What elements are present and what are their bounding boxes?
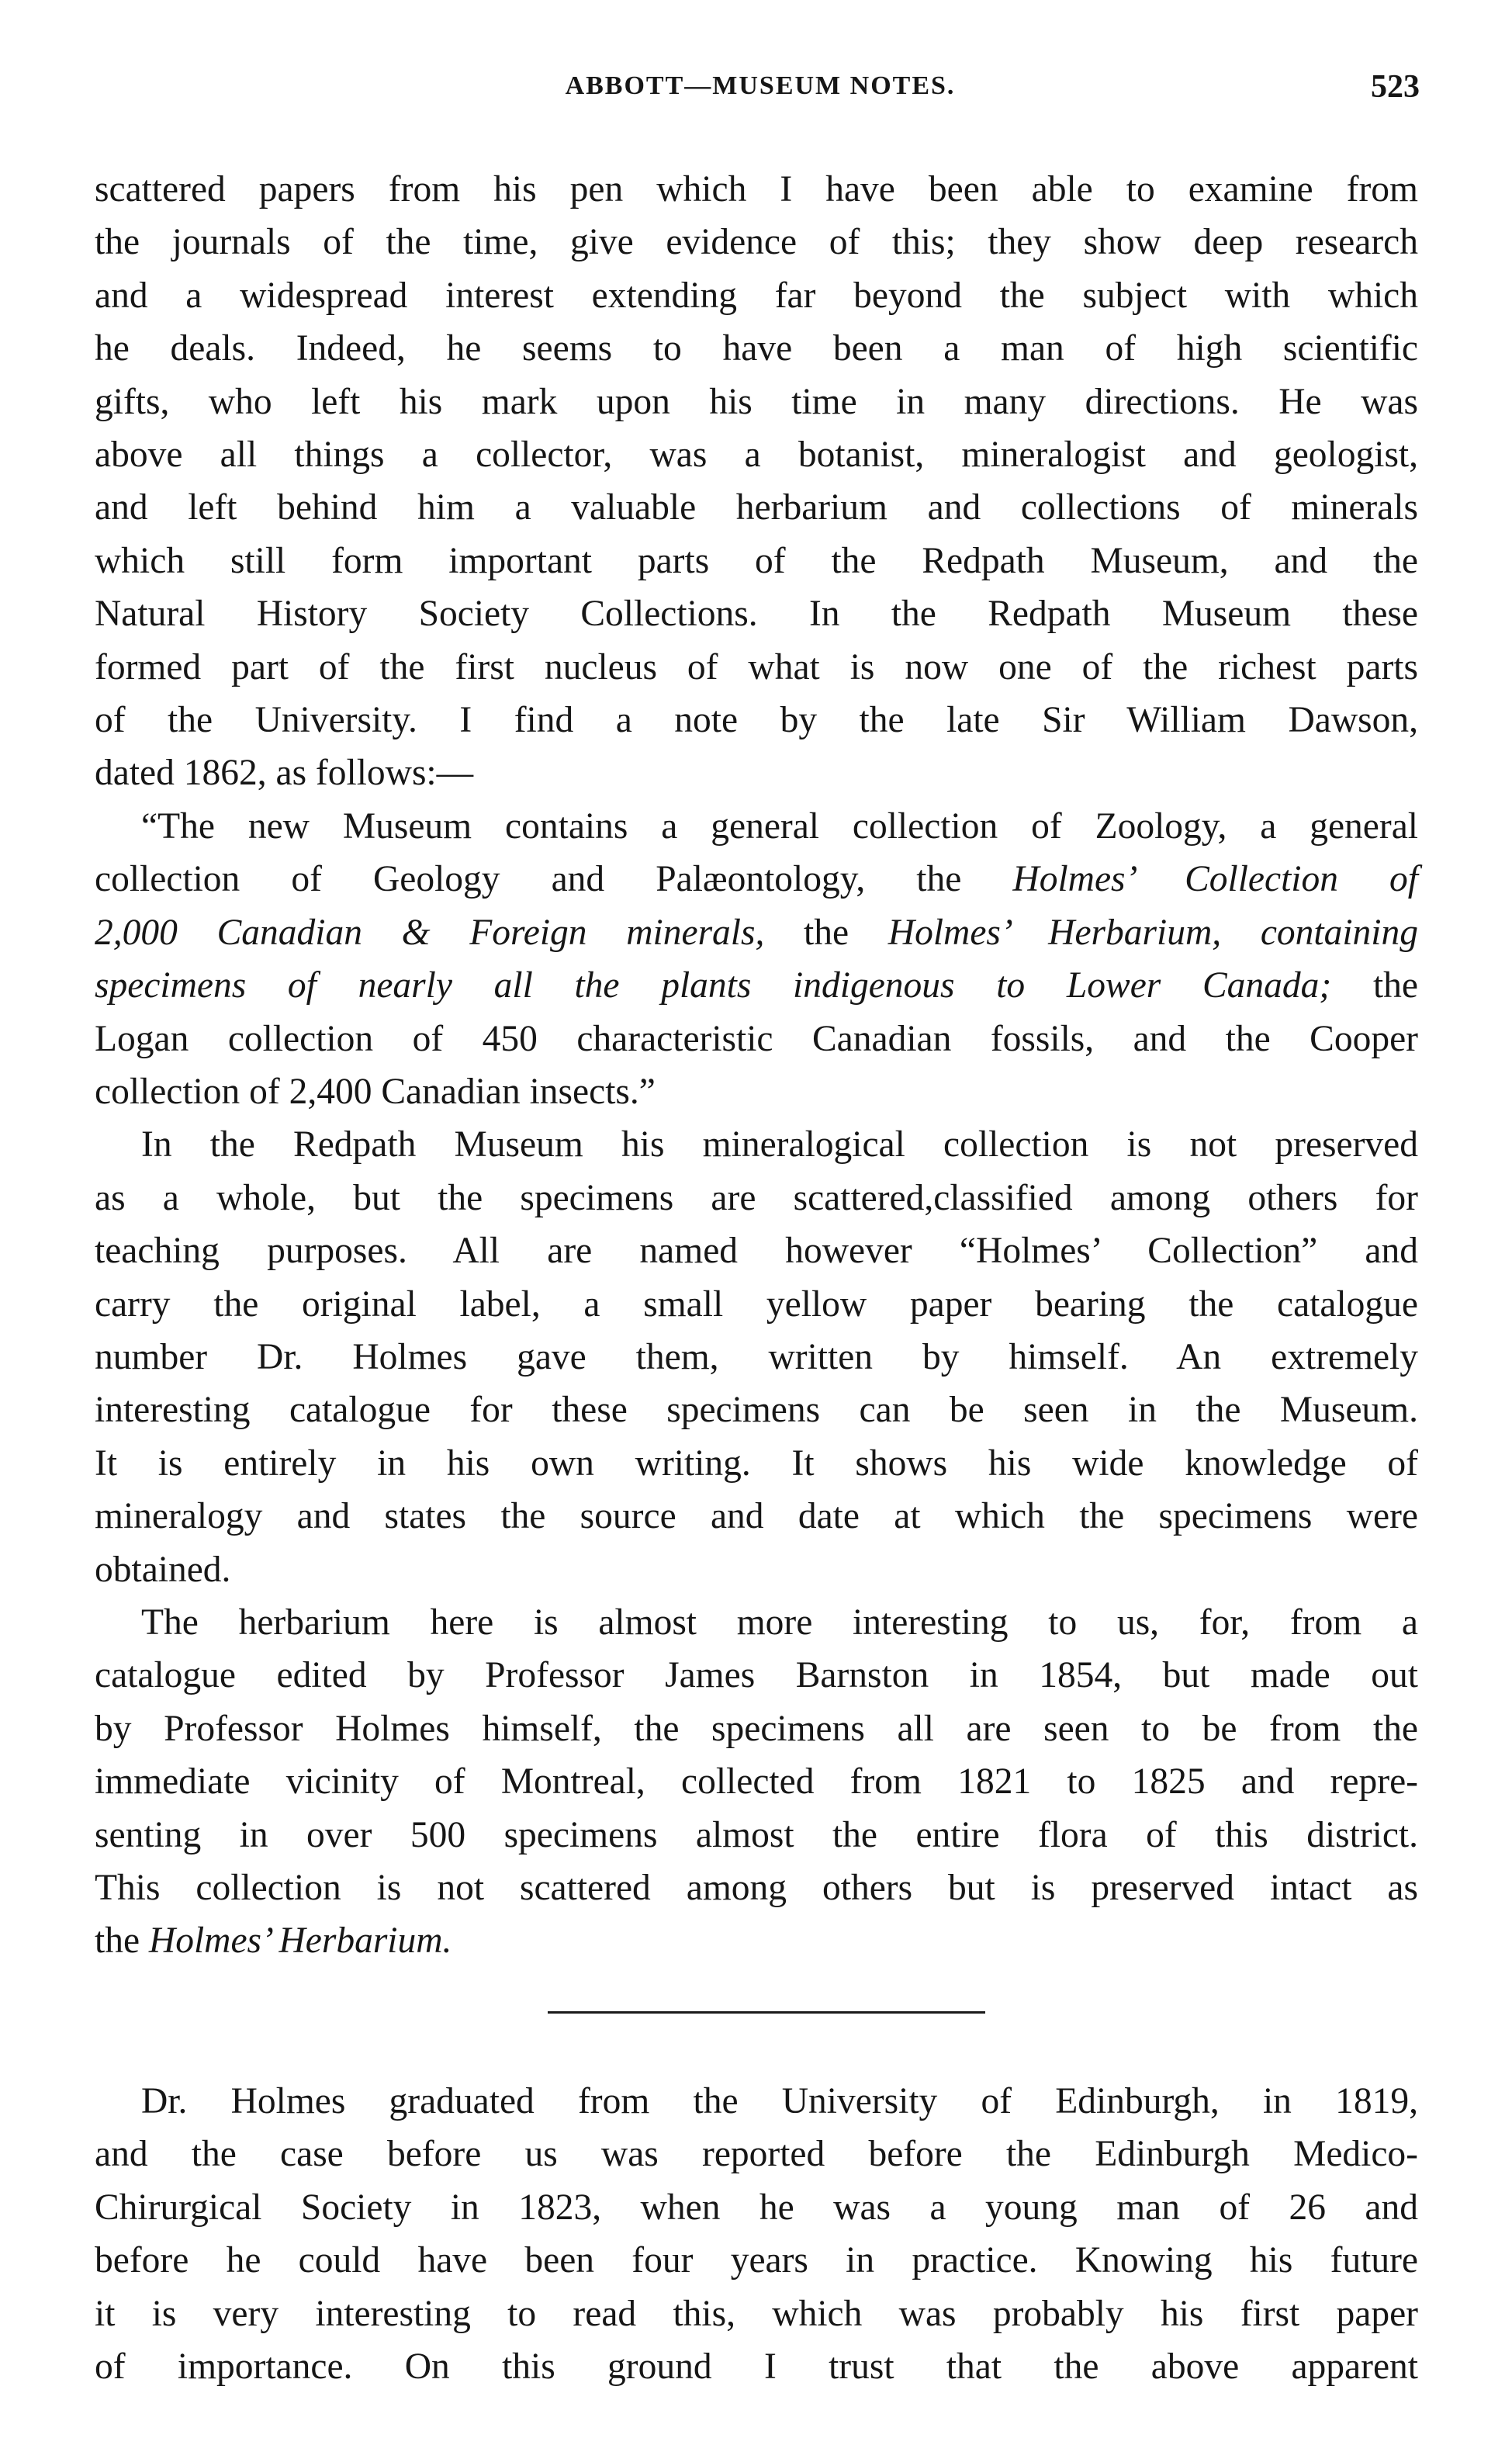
italic-run: Holmes’ Herbarium.	[148, 1920, 452, 1962]
text-run: the	[95, 1920, 149, 1962]
quote-line: collection of 2,400 Canadian insects.”	[95, 1071, 656, 1112]
body-text	[95, 163, 1418, 1968]
text-line: number Dr. Holmes gave them, written by himself. An extremely	[95, 1336, 1418, 1377]
text-line: This collection is not scattered among others but is preserved intact as	[95, 1868, 1418, 1908]
text-line: before he could have been four years in practice. Knowing his future	[95, 2240, 1418, 2281]
quote-italic: Holmes’ Collection of	[1012, 859, 1418, 900]
quote-line: Logan collection of 450 characteristic Canadian fossils, and the Cooper	[95, 1018, 1418, 1059]
text-line: and a widespread interest extending far beyond the subject with which	[95, 275, 1418, 316]
text-line: Natural History Society Collections. In the Redpath Museum these	[95, 594, 1418, 635]
text-line: interesting catalogue for these specimens can be seen in the Museum.	[95, 1390, 1418, 1431]
quote-text: collection of Geology and Palæontology, the	[95, 859, 1013, 900]
text-line: It is entirely in his own writing. It shows his wide knowledge of	[95, 1442, 1418, 1484]
page-header	[101, 71, 1420, 126]
text-line: The herbarium here is almost more interesting to us, for, from a	[141, 1602, 1418, 1643]
quote-line: “The new Museum contains a general collection of Zoology, a general	[141, 805, 1418, 847]
paragraph-3	[95, 1596, 1418, 1968]
running-title: ABBOTT—MUSEUM NOTES.	[565, 71, 956, 100]
text-line: teaching purposes. All are named however “Holmes’ Collection” and	[95, 1231, 1418, 1272]
paragraph-4	[95, 2075, 1418, 2393]
text-line: of the University. I find a note by the late Sir William Dawson,	[95, 700, 1418, 741]
text-line: senting in over 500 specimens almost the entire flora of this district.	[95, 1814, 1418, 1855]
paragraph-2	[95, 1118, 1418, 1596]
text-line: obtained.	[95, 1549, 231, 1590]
quote-line	[95, 906, 1418, 959]
text-line: mineralogy and states the source and date at which the specimens were	[95, 1496, 1418, 1537]
quote-line	[95, 853, 1418, 906]
quote-italic: 2,000 Canadian & Foreign minerals,	[95, 912, 765, 953]
quote-italic: Holmes’ Herbarium, containing	[887, 912, 1418, 953]
text-line	[95, 1914, 1418, 1967]
text-line: it is very interesting to read this, which was probably his first paper	[95, 2293, 1418, 2334]
quote-line	[95, 959, 1418, 1012]
text-line: gifts, who left his mark upon his time in many directions. He was	[95, 381, 1418, 422]
text-line: catalogue edited by Professor James Barnston in 1854, but made out	[95, 1655, 1418, 1696]
text-line: as a whole, but the specimens are scattered,classified among others for	[95, 1177, 1418, 1218]
text-line: and the case before us was reported before the Edinburgh Medico-	[95, 2134, 1418, 2175]
text-line: of importance. On this ground I trust that the above apparent	[95, 2346, 1418, 2388]
block-quote	[95, 800, 1418, 1118]
quote-text: the	[1331, 965, 1418, 1006]
section-divider	[548, 2011, 985, 2014]
paragraph-1	[95, 163, 1418, 800]
page-number: 523	[1371, 69, 1420, 105]
text-line: Dr. Holmes graduated from the University of Edinburgh, in 1819,	[141, 2081, 1418, 2121]
text-line: dated 1862, as follows:—	[95, 753, 474, 794]
text-line: and left behind him a valuable herbarium and collections of minerals	[95, 487, 1418, 528]
text-line: which still form important parts of the Redpath Museum, and the	[95, 540, 1418, 581]
text-line: Chirurgical Society in 1823, when he was a young man of 26 and	[95, 2187, 1418, 2228]
text-line: immediate vicinity of Montreal, collected from 1821 to 1825 and repre-	[95, 1761, 1418, 1803]
body-text-continued	[95, 2075, 1418, 2393]
quote-text: the	[764, 912, 888, 953]
text-line: he deals. Indeed, he seems to have been a man of high scientific	[95, 328, 1418, 369]
text-line: by Professor Holmes himself, the specimens all are seen to be from the	[95, 1708, 1418, 1749]
text-line: the journals of the time, give evidence of this; they show deep research	[95, 222, 1418, 263]
text-line: formed part of the first nucleus of what is now one of the richest parts	[95, 646, 1418, 687]
text-line: In the Redpath Museum his mineralogical collection is not preserved	[141, 1124, 1418, 1165]
text-line: scattered papers from his pen which I have been able to examine from	[95, 169, 1418, 210]
text-line: above all things a collector, was a botanist, mineralogist and geologist,	[95, 435, 1418, 476]
text-line: carry the original label, a small yellow paper bearing the catalogue	[95, 1283, 1418, 1325]
quote-italic: specimens of nearly all the plants indigenous to Lower Canada;	[95, 965, 1332, 1006]
